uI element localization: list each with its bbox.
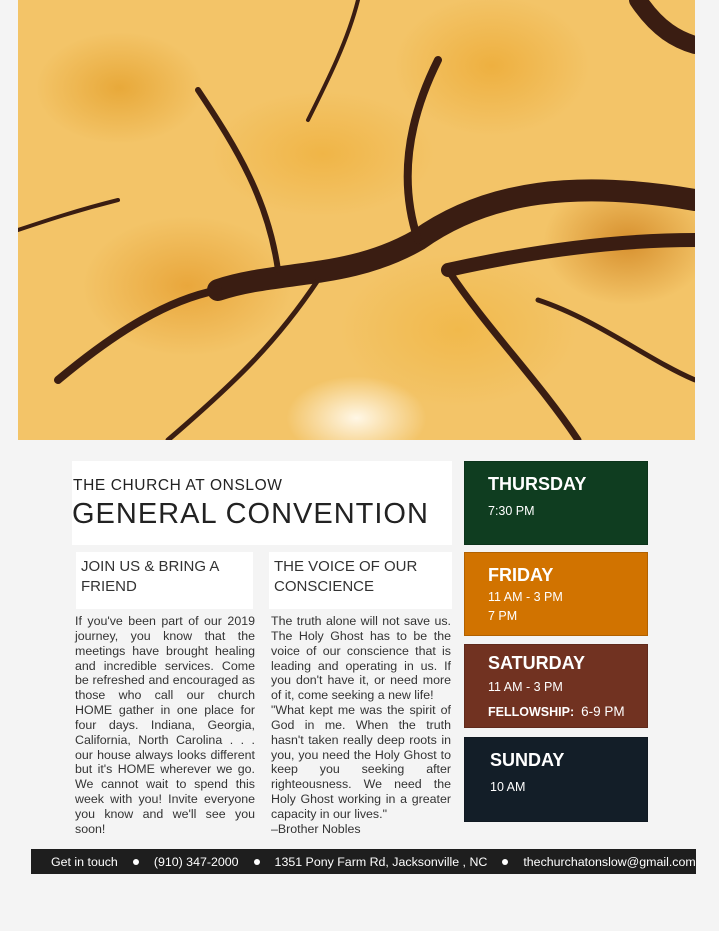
column-heading-box: [269, 552, 452, 609]
schedule-thursday: [464, 461, 648, 545]
autumn-tree-photo: [18, 0, 695, 440]
column-heading-box: [76, 552, 253, 609]
quote-attribution: –Brother Nobles: [271, 821, 361, 836]
day-name: SUNDAY: [490, 750, 565, 770]
column-heading: JOIN US & BRING A FRIEND: [81, 558, 219, 595]
bullet-icon: [254, 859, 260, 865]
column-body: If you've been part of our 2019 journey, you know that the meetings have brought healing and incredible services. Come be refreshed and encouraged as those who call our church HOME gather in one place for four days. Indiana, Georgia, California, North Carolina . . . our house always looks different but it's HOME wherever we go. We cannot wait to spend this week with you! Invite everyone you know and we'll see you soon!: [75, 614, 255, 836]
bullet-icon: [133, 859, 139, 865]
fellowship-time: 6-9 PM: [581, 704, 625, 719]
email-link[interactable]: thechurchatonslow@gmail.com: [523, 854, 696, 869]
event-title: GENERAL CONVENTION: [72, 498, 429, 530]
day-name: FRIDAY: [488, 565, 554, 585]
column-body: [271, 614, 451, 837]
schedule-friday: [464, 552, 648, 636]
quote: "What kept me was the spirit of God in me. When the truth hasn't taken really deep roots in you, you need the Holy Ghost to keep you seeking after righteousness. We need the Holy Ghost working in a greater capacity in our lives.": [271, 703, 451, 821]
schedule-sunday: [464, 737, 648, 822]
time: 11 AM - 3 PM: [488, 680, 563, 694]
time: 11 AM - 3 PM: [488, 590, 563, 604]
time: 7 PM: [488, 609, 518, 623]
organization-name: THE CHURCH AT ONSLOW: [73, 477, 283, 494]
time: 7:30 PM: [488, 504, 535, 518]
phone-link[interactable]: (910) 347-2000: [153, 854, 239, 869]
title-block: [72, 461, 452, 545]
column-paragraph: The truth alone will not save us. The Holy Ghost has to be the voice of our conscience that is leading and operating in us. If you don't have it, or need more of it, come seeking a new life!: [271, 614, 451, 703]
time: 10 AM: [490, 780, 526, 794]
day-name: SATURDAY: [488, 653, 586, 673]
bullet-icon: [502, 859, 508, 865]
fellowship-label: FELLOWSHIP:: [488, 705, 575, 719]
column-heading: THE VOICE OF OUR CONSCIENCE: [274, 558, 418, 595]
contact-footer: [31, 849, 696, 874]
tree-branches: [18, 0, 695, 440]
schedule-saturday: [464, 644, 648, 728]
address: 1351 Pony Farm Rd, Jacksonville , NC: [274, 854, 488, 869]
day-name: THURSDAY: [488, 474, 587, 494]
footer-label: Get in touch: [51, 854, 118, 869]
